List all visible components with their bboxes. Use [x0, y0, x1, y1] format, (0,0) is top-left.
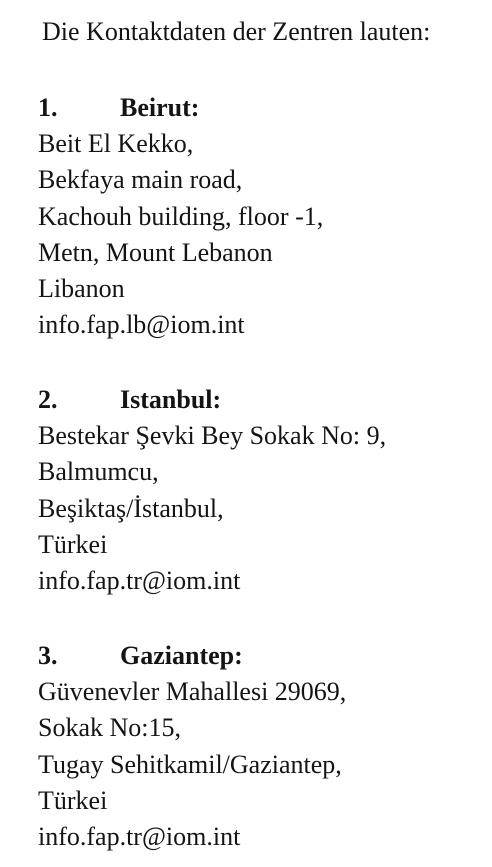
email-address: info.fap.tr@iom.int: [38, 822, 241, 852]
center-beirut: [38, 90, 488, 344]
address-line: Libanon: [38, 274, 125, 304]
center-city: Beirut:: [120, 93, 200, 122]
address-line: Türkei: [38, 529, 108, 559]
address-line: Türkei: [38, 785, 108, 815]
center-gaziantep: [38, 638, 488, 855]
address-line: Bestekar Şevki Bey Sokak No: 9,: [38, 421, 387, 450]
center-city: Istanbul:: [120, 385, 222, 414]
center-number: 3.: [38, 641, 58, 670]
address-line: Balmumcu,: [38, 457, 159, 487]
address-line: Metn, Mount Lebanon: [38, 237, 273, 267]
center-istanbul: [38, 382, 488, 599]
center-number: 2.: [38, 385, 58, 414]
center-number: 1.: [38, 93, 58, 122]
address-line: Bekfaya main road,: [38, 165, 243, 195]
address-line: Beit El Kekko,: [38, 129, 194, 158]
center-heading: [38, 90, 488, 126]
center-city: Gaziantep:: [120, 641, 243, 670]
address-line: Güvenevler Mahallesi 29069,: [38, 677, 347, 706]
address-line: Tugay Sehitkamil/Gaziantep,: [38, 749, 342, 779]
email-address: info.fap.lb@iom.int: [38, 310, 245, 340]
email-address: info.fap.tr@iom.int: [38, 566, 241, 596]
center-heading: [38, 382, 488, 418]
intro-text: Die Kontaktdaten der Zentren lauten:: [42, 17, 431, 46]
address-line: Beşiktaş/İstanbul,: [38, 493, 224, 523]
address-line: Kachouh building, floor -1,: [38, 201, 324, 231]
center-heading: [38, 638, 488, 674]
address-line: Sokak No:15,: [38, 713, 181, 743]
